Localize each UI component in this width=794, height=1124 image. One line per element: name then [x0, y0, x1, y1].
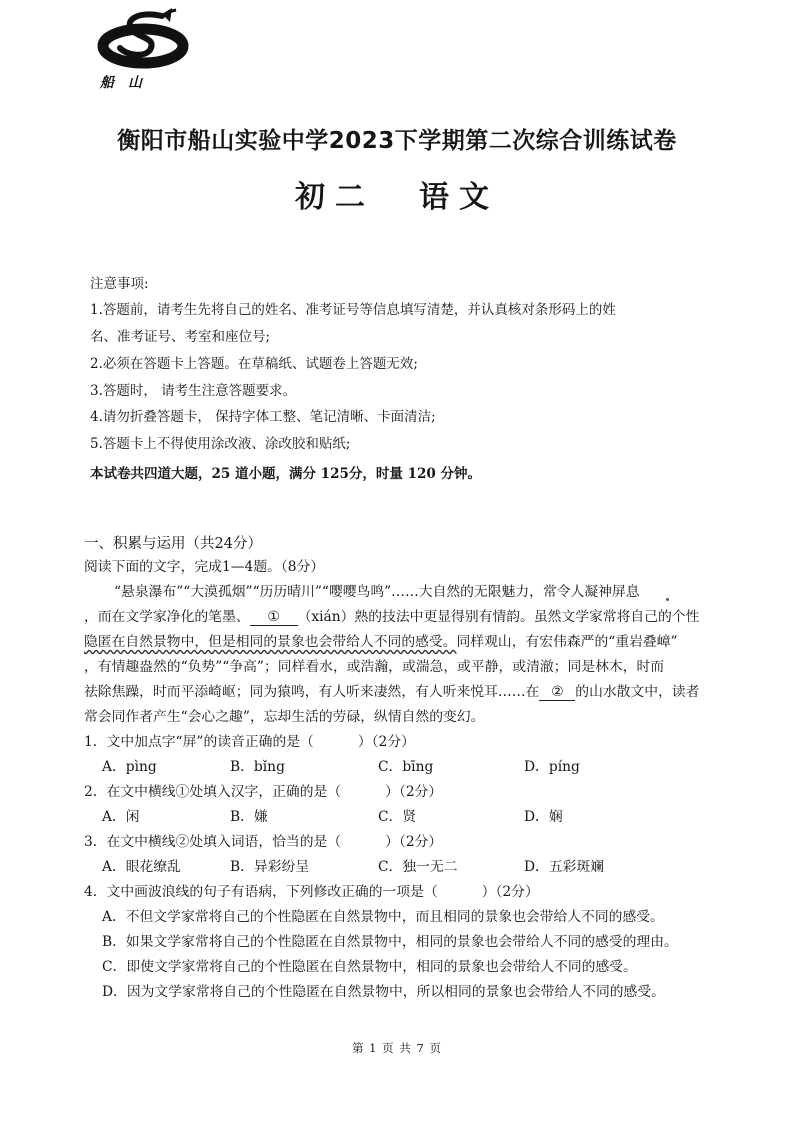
option: A．pìng	[102, 759, 157, 775]
blank-2: ②	[539, 684, 575, 701]
option: A．眼花缭乱	[102, 859, 181, 875]
passage-line: 祛除焦躁，时而平添崎岖；同为猿鸣，有人听来凄然，有人听来悦耳……在 ② 的山水散文中，读者	[84, 684, 700, 700]
notice-item: 5.答题卡上不得使用涂改液、涂改胶和贴纸;	[90, 436, 351, 452]
passage-line: 常会同作者产生“会心之趣”，忘却生活的劳碌，纵情自然的变幻。	[84, 709, 485, 725]
question-4: 4．文中画波浪线的句子有语病，下列修改正确的一项是（ ）（2分）	[84, 884, 539, 900]
wavy-sentence: 隐匿在自然景物中，但是相同的景象也会带给人不同的感受。	[84, 634, 457, 650]
option: C．即使文学家常将自己的个性隐匿在自然景物中，相同的景象也会带给人不同的感受。	[102, 959, 637, 975]
option: D．娴	[524, 809, 563, 825]
option: B．如果文学家常将自己的个性隐匿在自然景物中，相同的景象也会带给人不同的感受的理由。	[102, 934, 678, 950]
blank-1: ①	[250, 609, 298, 626]
exam-subtitle	[0, 172, 794, 216]
option: B．异彩纷呈	[230, 859, 310, 875]
school-logo	[96, 8, 194, 94]
grade-label: 初二	[295, 180, 375, 215]
subject-label: 语文	[419, 180, 499, 215]
option: D．因为文学家常将自己的个性隐匿在自然景物中，所以相同的景象也会带给人不同的感受。	[102, 984, 665, 1000]
page-number: 第 1 页 共 7 页	[352, 1041, 442, 1055]
passage-line: ，而在文学家净化的笔墨、 ① （xián）熟的技法中更显得别有情韵。虽然文学家常将自己的个性	[84, 609, 700, 625]
notice-item: 名、准考证号、考室和座位号;	[90, 329, 271, 345]
notice-item: 1.答题前，请考生先将自己的姓名、准考证号等信息填写清楚，并认真核对条形码上的姓	[90, 302, 616, 318]
exam-summary: 本试卷共四道大题，25 道小题，满分 125分，时量 120 分钟。	[90, 466, 481, 482]
question-2: 2．在文中横线①处填入汉字，正确的是（ ）（2分）	[84, 784, 443, 800]
logo-text: 船山	[100, 75, 156, 91]
notice-heading: 注意事项:	[90, 276, 149, 292]
exam-title: 衡阳市船山实验中学2023下学期第二次综合训练试卷	[117, 128, 677, 154]
section-heading: 一、积累与运用（共24分）	[84, 536, 262, 552]
option: C．bīng	[378, 759, 434, 775]
notice-item: 4.请勿折叠答题卡， 保持字体工整、笔记清晰、卡面清洁;	[90, 409, 436, 425]
section-instruction: 阅读下面的文字，完成1—4题。（8分）	[84, 559, 325, 575]
passage-line: 隐匿在自然景物中，但是相同的景象也会带给人不同的感受。同样观山，有宏伟森严的“重岩叠嶂”	[84, 634, 678, 650]
option: C．贤	[378, 809, 417, 825]
option: C．独一无二	[378, 859, 458, 875]
option: D．píng	[524, 759, 580, 775]
notice-item: 2.必须在答题卡上答题。在草稿纸、试题卷上答题无效;	[90, 356, 418, 372]
question-3: 3．在文中横线②处填入词语，恰当的是（ ）（2分）	[84, 834, 443, 850]
option: A．不但文学家常将自己的个性隐匿在自然景物中，而且相同的景象也会带给人不同的感受。	[102, 909, 664, 925]
option: D．五彩斑斓	[524, 859, 605, 875]
emphasis-dot	[666, 598, 669, 601]
option: B．bǐng	[230, 759, 285, 775]
passage-line: ，有情趣盎然的“负势”“争高”；同样看水，或浩瀚，或湍急，或平静，或清澈；同是林木，时而	[84, 659, 665, 675]
passage-line: “悬泉瀑布”“大漠孤烟”“历历晴川”“嘤嘤鸟鸣”……大自然的无限魅力，常令人凝神屏息	[114, 584, 640, 600]
notice-item: 3.答题时， 请考生注意答题要求。	[90, 383, 297, 399]
option: B．嫌	[230, 809, 268, 825]
option: A．闲	[102, 809, 140, 825]
question-1: 1．文中加点字“屏”的读音正确的是（ ）（2分）	[84, 734, 415, 750]
